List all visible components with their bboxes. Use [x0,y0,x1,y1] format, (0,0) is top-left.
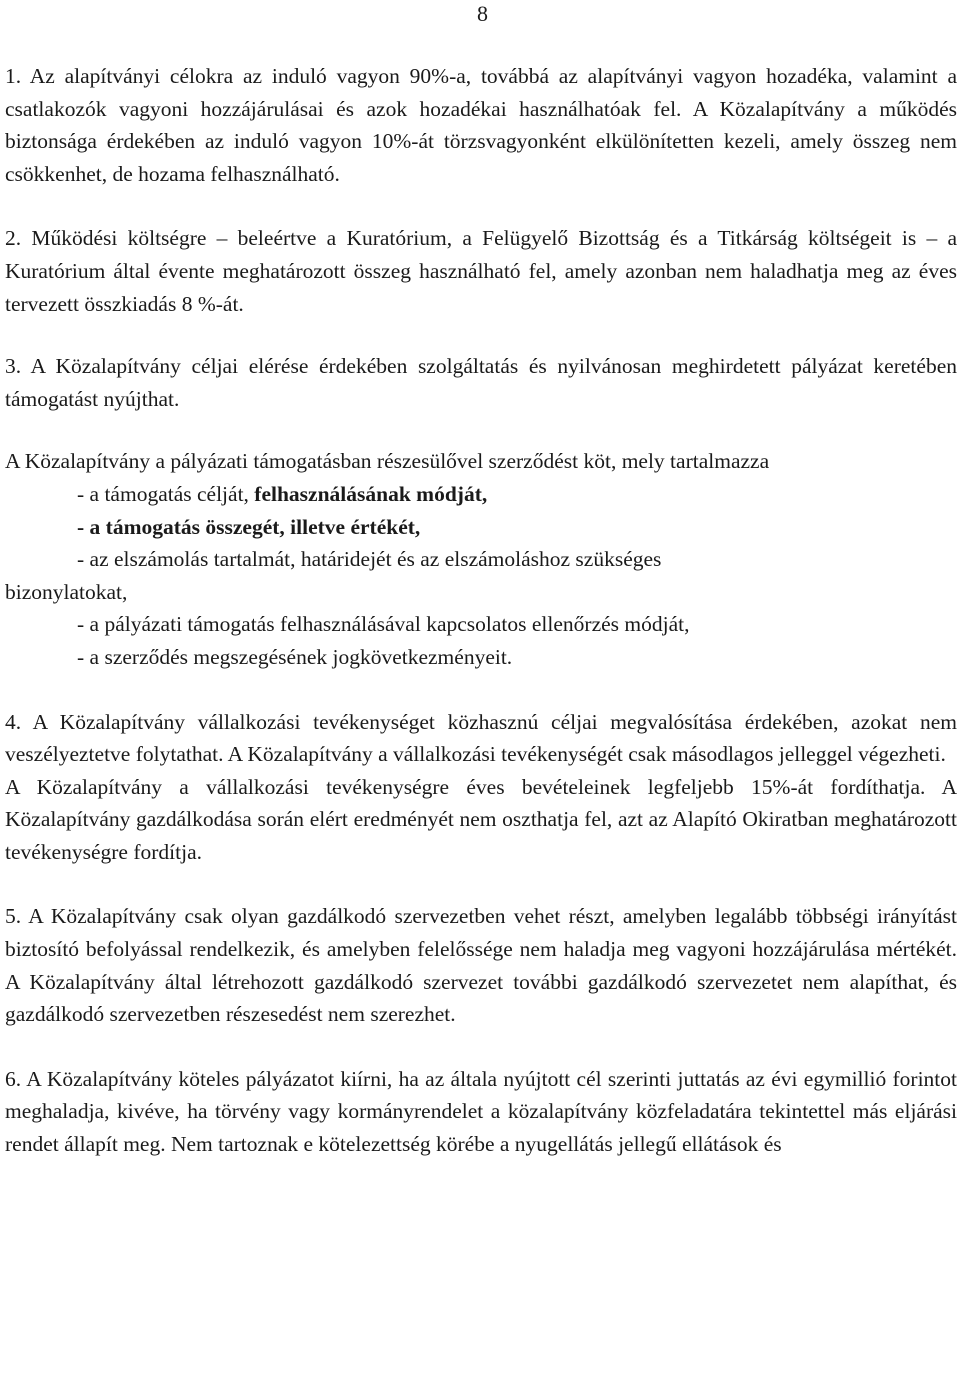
list-item-2-bold: - a támogatás összegét, illetve értékét, [77,514,421,539]
paragraph-1: 1. Az alapítványi célokra az induló vagyon 90%-a, továbbá az alapítványi vagyon hozadéka, valamint a csatlakozók vagyoni hozzájárulásai és azok hozadékai használhatóak fel. A Közalapítvány a működés biztonsága érdekében az induló vagyon 10%-át törzsvagyonként elkülönítetten kezeli, amely összeg nem csökkenhet, de hozama felhasználható. [5,64,957,186]
paragraph-4-intro: A Közalapítvány a pályázati támogatásban részesülővel szerződést köt, mely tartalmazza [5,449,770,474]
list-item-1-bold: felhasználásának módját, [254,481,488,506]
paragraph-3: 3. A Közalapítvány céljai elérése érdekében szolgáltatás és nyilvánosan meghirdetett pályázat keretében támogatást nyújthat. [5,354,957,411]
paragraph-2: 2. Működési költségre – beleértve a Kuratórium, a Felügyelő Bizottság és a Titkárság költségeit is – a Kuratórium által évente meghatározott összeg használható fel, amely azonban nem haladhatja meg az éves tervezett összkiadás 8 %-át. [5,226,957,316]
paragraph-6: 5. A Közalapítvány csak olyan gazdálkodó szervezetben vehet részt, amelyben legalább többségi irányítást biztosító befolyással rendelkezik, és amelyben felelőssége nem haladja meg vagyoni hozzájárulása mértékét. A Közalapítvány által létrehozott gazdálkodó szervezet további gazdálkodó szervezetet nem alapíthat, és gazdálkodó szervezetben részesedést nem szerezhet. [5,904,957,1027]
list-item-3-continuation: bizonylatokat, [5,579,128,604]
list-item-5: - a szerződés megszegésének jogkövetkezményeit. [77,644,513,669]
paragraph-5b: A Közalapítvány a vállalkozási tevékenységre éves bevételeinek legfeljebb 15%-át fordíthatja. A Közalapítvány gazdálkodása során elért eredményét nem oszthatja fel, azt az Alapító Okiratban meghatározott tevékenységre fordítja. [5,774,957,864]
page-number: 8 [477,1,488,26]
list-item-1 [5,478,957,511]
list-item-2 [5,511,957,544]
document-body [5,60,957,1161]
paragraph-7: 6. A Közalapítvány köteles pályázatot kiírni, ha az általa nyújtott cél szerinti juttatás az évi egymillió forintot meghaladja, kivéve, ha törvény vagy kormányrendelet a közalapítvány közfeladatára tekintettel más eljárási rendet állapít meg. Nem tartoznak e kötelezettség körébe a nyugellátás jellegű ellátások és [5,1066,957,1157]
list-item-1-text: - a támogatás célját, [77,481,255,506]
list-item-3: - az elszámolás tartalmát, határidejét és az elszámoláshoz szükséges [77,547,662,572]
paragraph-5: 4. A Közalapítvány vállalkozási tevékenységet közhasznú céljai megvalósítása érdekében, azokat nem veszélyeztetve folytathat. A Közalapítvány a vállalkozási tevékenységét csak másodlagos jelleggel végezheti. [5,709,957,767]
list-item-4: - a pályázati támogatás felhasználásával kapcsolatos ellenőrzés módját, [77,612,690,637]
